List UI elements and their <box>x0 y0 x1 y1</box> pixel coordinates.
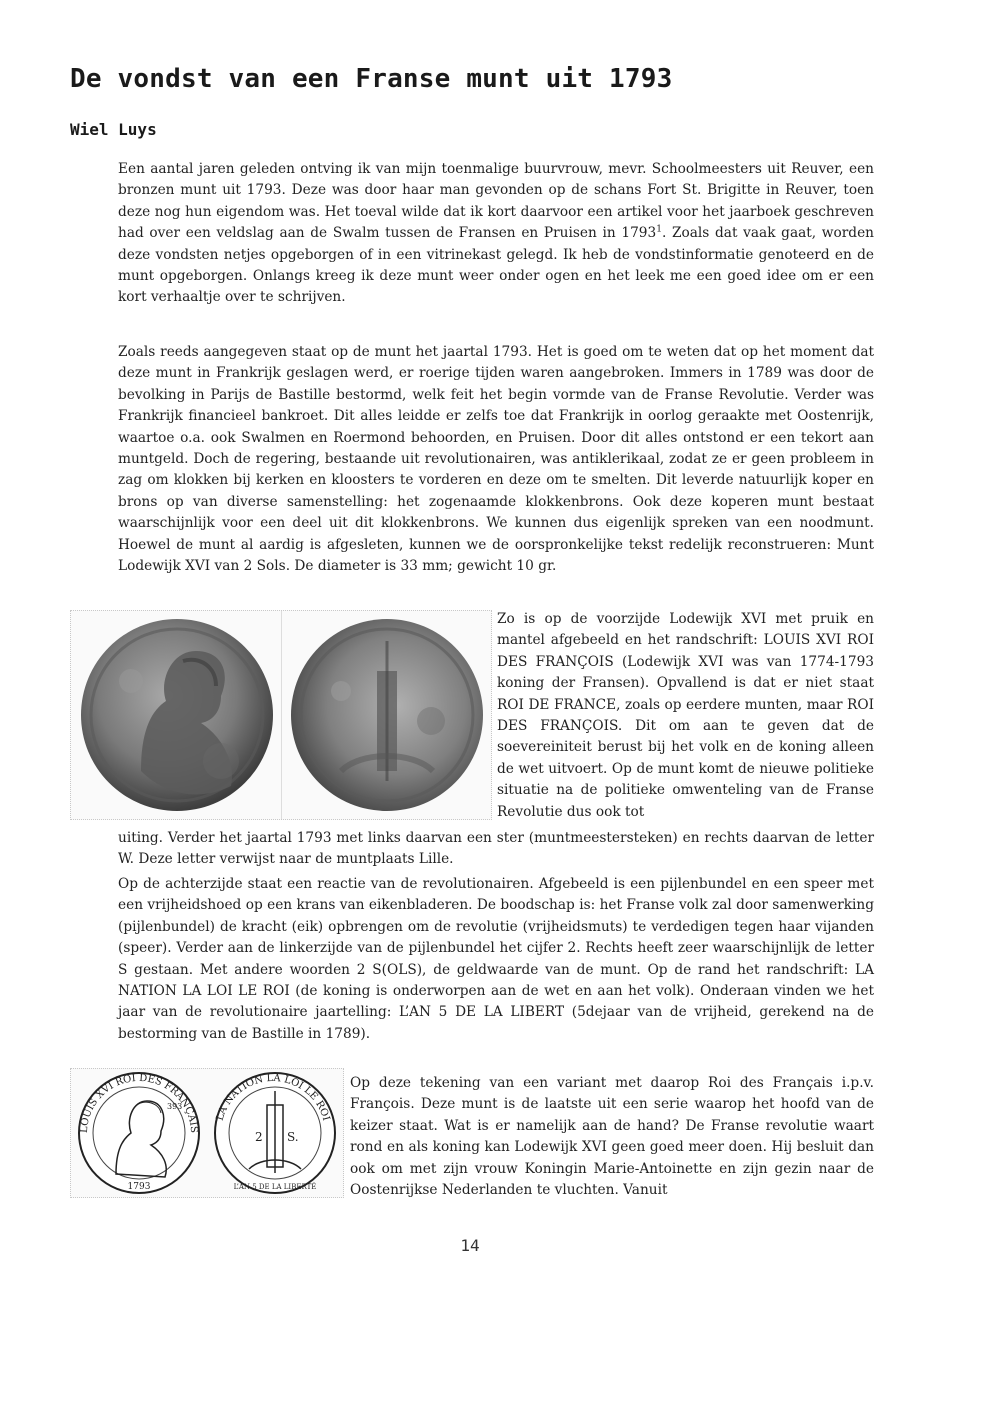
paragraph-intro-rest: . Zoals dat vaak gaat, worden deze vondsten netjes opgeborgen of in een vitrinekast gelegd. Ik heb de vondstinformatie genoteerd en de munt opgeborgen. Onlangs kreeg ik deze munt weer onder ogen en het leek me een goed idee om er een kort verhaaltje over te schrijven. <box>118 225 874 306</box>
drawing-reverse-legend: LA NATION LA LOI LE ROI <box>214 1072 332 1123</box>
drawing-reverse-left: 2 <box>255 1130 263 1144</box>
footnote-marker: 1 <box>656 224 662 235</box>
coin-obverse-photo-icon <box>81 619 273 811</box>
paragraph-intro <box>118 159 874 309</box>
drawing-obverse-number: 393 <box>167 1102 183 1111</box>
page-number: 14 <box>460 1236 480 1255</box>
paragraph-intro-text: Een aantal jaren geleden ontving ik van mijn toenmalige buurvrouw, mevr. Schoolmeesters uit Reuver, een bronzen munt uit 1793. Deze was door haar man gevonden op de schans Fort St. Brigitte in Reuver, toen deze nog hun eigendom was. Het toeval wilde dat ik kort daarvoor een artikel voor het jaarboek geschreven had over een veldslag aan de Swalm tussen de Fransen en Pruisen in 1793 <box>118 161 874 242</box>
paragraph-reverse: Op de achterzijde staat een reactie van de revolutionairen. Afgebeeld is een pijlenbundel en een speer met een vrijheidshoed op een krans van eikenbladeren. De boodschap is: het Franse volk zal door samenwerking (pijlenbundel) de kracht (eik) opbrengen om de revolutie (vrijheidsmuts) te verdedigen tegen haar vijanden (speer). Verder aan de linkerzijde van de pijlenbundel het cijfer 2. Rechts heeft zeer waarschijnlijk de letter S gestaan. Met andere woorden 2 S(OLS), de geldwaarde van de munt. Op de rand het randschrift: LA NATION LA LOI LE ROI (de koning is onderworpen aan de wet en aan het volk). Onderaan vinden we het jaar van de revolutionaire jaartelling: L’AN 5 DE LA LIBERT (5dejaar van de vrijheid, gerekend na de bestorming van de Bastille in 1789). <box>118 876 874 1042</box>
article-title: De vondst van een Franse munt uit 1793 <box>70 64 673 94</box>
coin-photo-figure <box>70 610 492 820</box>
drawing-obverse-legend: LOUIS XVI ROI DES FRANÇAIS <box>78 1072 200 1134</box>
drawing-reverse-right: S. <box>287 1130 299 1144</box>
paragraph-obverse-cont: uiting. Verder het jaartal 1793 met links daarvan een ster (muntmeestersteken) en rechts daarvan de letter W. Deze letter verwijst naar de muntplaats Lille. <box>118 830 874 868</box>
drawing-obverse-year: 1793 <box>127 1182 151 1192</box>
paragraph-obverse: Zo is op de voorzijde Lodewijk XVI met pruik en mantel afgebeeld en het randschrift: LOUIS XVI ROI DES FRANÇOIS (Lodewijk XVI was van 1774-1793 koning der Fransen). Opvallend is dat er niet staat ROI DE FRANCE, zoals op eerdere munten, maar ROI DES FRANÇOIS. Dit om aan te geven dat de soevereiniteit berust bij het volk en de koning alleen de wet uitvoert. Op de munt komt de nieuwe politieke situatie na de politieke omwenteling van de Franse Revolutie dus ook tot <box>497 611 874 820</box>
paragraph-variant: Op deze tekening van een variant met daarop Roi des Français i.p.v. François. Deze munt is de laatste uit een serie waarop het hoofd van de keizer staat. Wat is er namelijk aan de hand? De Franse revolutie waart rond en als koning kan Lodewijk XVI geen goed meer doen. Hij besluit dan ook om met zijn vrouw Koningin Marie-Antoinette en zijn gezin naar de Oostenrijkse Nederlanden te vluchten. Vanuit <box>350 1075 874 1199</box>
coin-reverse-photo-icon <box>291 619 483 811</box>
drawing-reverse-bottom: L’AN 5 DE LA LIBERTÉ <box>233 1183 317 1191</box>
article-author: Wiel Luys <box>70 120 157 139</box>
paragraph-history: Zoals reeds aangegeven staat op de munt het jaartal 1793. Het is goed om te weten dat op het moment dat deze munt in Frankrijk geslagen werd, er roerige tijden waren aangebroken. Immers in 1789 was door de bevolking in Parijs de Bastille bestormd, welk feit het begin vormde van de Franse Revolutie. Verder was Frankrijk financieel bankroet. Dit alles leidde er zelfs toe dat Frankrijk in oorlog geraakte met Oostenrijk, waartoe o.a. ook Swalmen en Roermond behoorden, en Pruisen. Door dit alles ontstond er een tekort aan muntgeld. Doch de regering, bestaande uit revolutionairen, was antiklerikaal, zodat ze er geen probleem in zag om klokken bij kerken en kloosters te vorderen en deze om te smelten. Dit leverde natuurlijk koper en brons op van diverse samenstelling: het zogenaamde klokkenbrons. Ook deze koperen munt bestaat waarschijnlijk voor een deel uit dit klokkenbrons. We kunnen dus eigenlijk spreken van een noodmunt. Hoewel de munt al aardig is afgesleten, kunnen we de oorspronkelijke tekst redelijk reconstrueren: Munt Lodewijk XVI van 2 Sols. De diameter is 33 mm; gewicht 10 gr. <box>118 344 874 575</box>
coin-drawing-figure <box>70 1068 344 1198</box>
